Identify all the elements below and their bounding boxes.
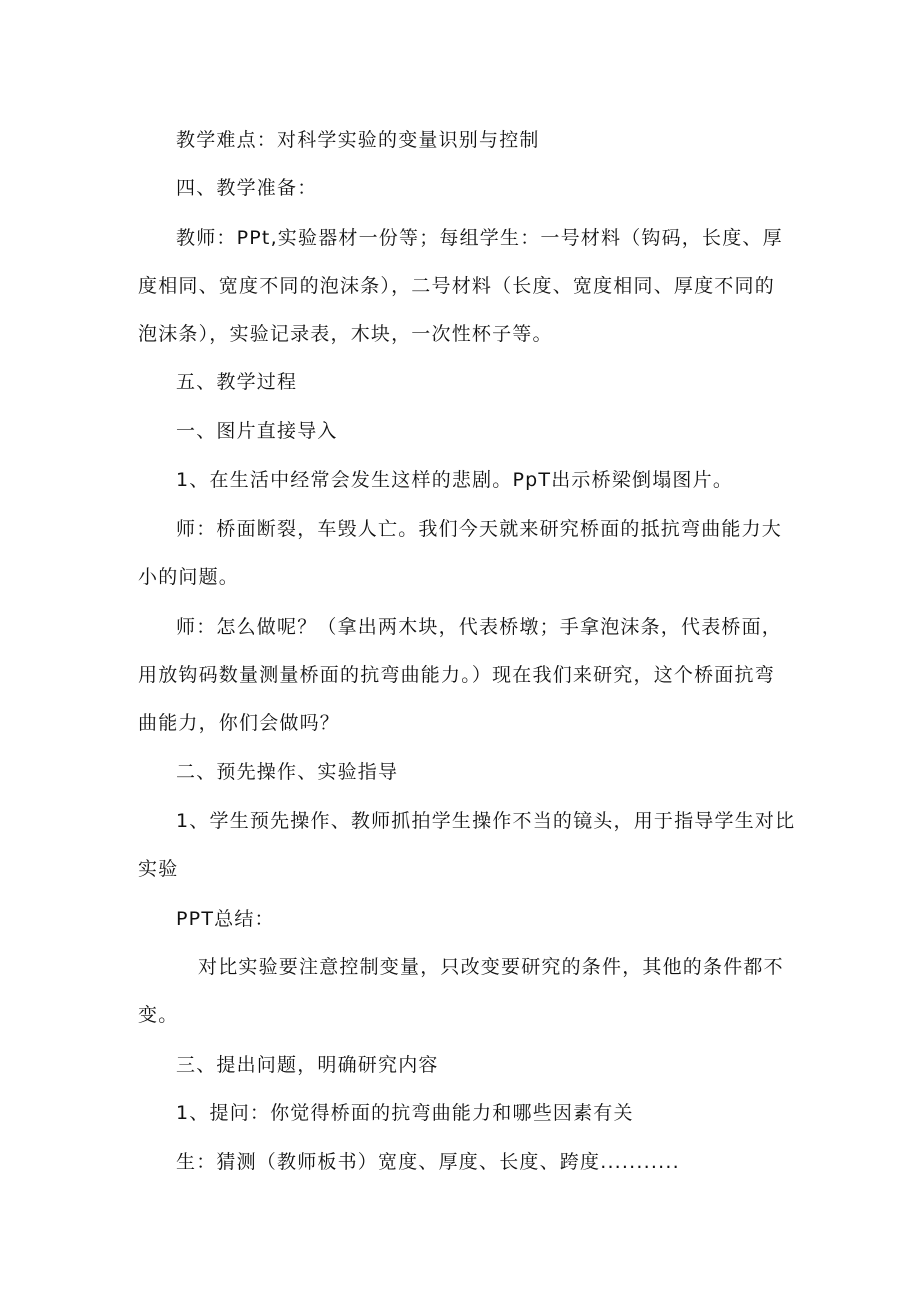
- teacher2-line-1: 师：怎么做呢？（拿出两木块，代表桥墩；手拿泡沫条，代表桥面，: [176, 616, 783, 638]
- preparation-line-2: 度相同、宽度不同的泡沫条），二号材料（长度、宽度相同、厚度不同的: [138, 275, 775, 297]
- teacher1-line-1: 师：桥面断裂，车毁人亡。我们今天就来研究桥面的抵抗弯曲能力大: [176, 518, 783, 540]
- s2-item1-line-2: 实验: [138, 858, 179, 880]
- ppt-summary-paragraph: [138, 943, 784, 1039]
- subsection-heading-3: 三、提出问题，明确研究内容: [176, 1054, 439, 1076]
- teacher1-line-2: 小的问题。: [138, 566, 240, 588]
- section-heading-process: 五、教学过程: [176, 371, 298, 393]
- subsection-heading-2: 二、预先操作、实验指导: [176, 761, 399, 783]
- preparation-line-1: 教师：PPt,实验器材一份等；每组学生：一号材料（钩码，长度、厚: [176, 227, 783, 249]
- teacher2-line-3: 曲能力，你们会做吗？: [138, 712, 341, 734]
- s2-item1-line-1: 1、学生预先操作、教师抓拍学生操作不当的镜头，用于指导学生对比: [176, 810, 796, 832]
- section-heading-preparation: 四、教学准备：: [176, 177, 318, 199]
- ppt-summary-line-2: 变。: [138, 1004, 179, 1026]
- subsection3-item-1: 1、提问：你觉得桥面的抗弯曲能力和哪些因素有关: [176, 1102, 634, 1124]
- teacher2-line-2: 用放钩码数量测量桥面的抗弯曲能力。）现在我们来研究，这个桥面抗弯: [138, 664, 775, 686]
- ppt-summary-line-1: 对比实验要注意控制变量，只改变要研究的条件，其他的条件都不: [198, 956, 784, 978]
- preparation-line-3: 泡沫条），实验记录表，木块，一次性杯子等。: [138, 323, 553, 345]
- teacher-paragraph-2: [138, 603, 784, 747]
- ppt-summary-label: PPT总结：: [176, 908, 275, 930]
- teacher-paragraph-1: [138, 505, 784, 601]
- teaching-difficulty: 教学难点：对科学实验的变量识别与控制: [176, 129, 540, 151]
- subsection-heading-1: 一、图片直接导入: [176, 420, 338, 442]
- subsection1-item-1: 1、在生活中经常会发生这样的悲剧。PpT出示桥梁倒塌图片。: [176, 469, 734, 491]
- subsection2-item-1: [138, 797, 796, 893]
- preparation-paragraph: [138, 214, 784, 358]
- student-guess: 生：猜测（教师板书）宽度、厚度、长度、跨度...........: [176, 1151, 680, 1173]
